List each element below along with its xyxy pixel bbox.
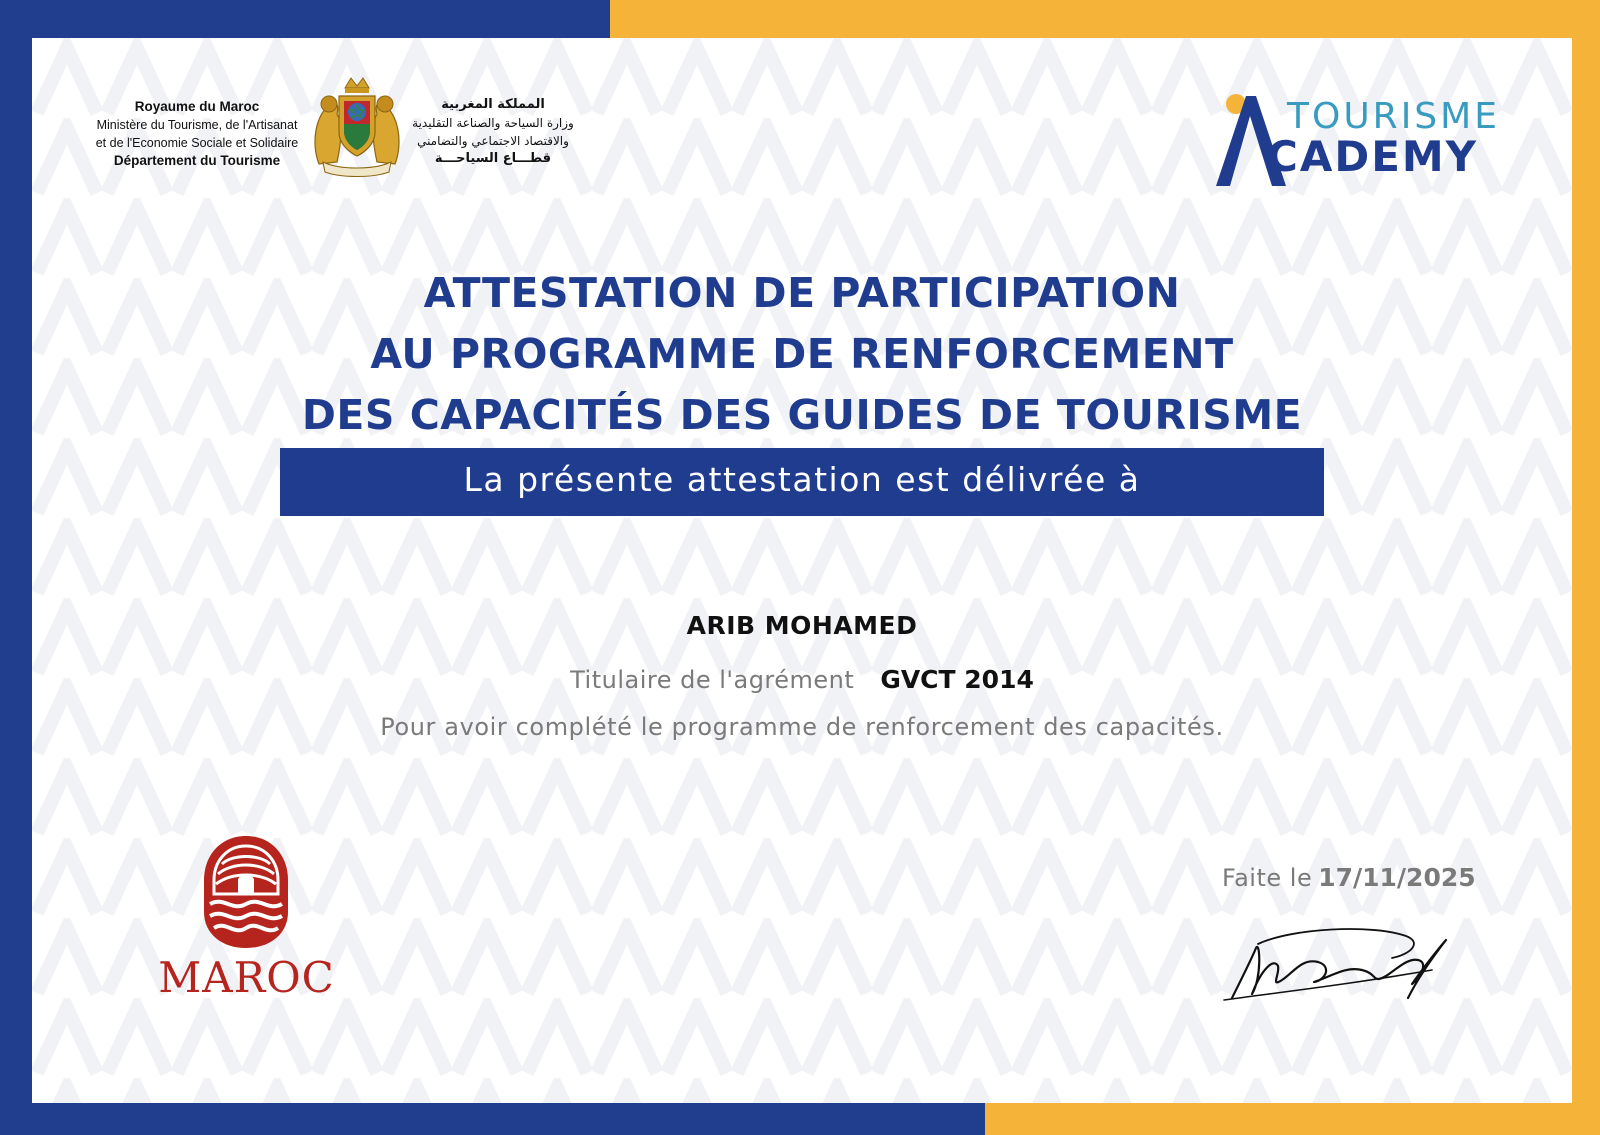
signature-icon: [1222, 918, 1462, 1008]
title-line-3: DES CAPACITÉS DES GUIDES DE TOURISME: [301, 391, 1303, 439]
title-line-2: AU PROGRAMME DE RENFORCEMENT: [370, 330, 1234, 378]
ministry-french-block: [82, 98, 312, 170]
certificate-paper: [32, 38, 1572, 1103]
title-line-1: ATTESTATION DE PARTICIPATION: [423, 269, 1181, 317]
ministry-fr-line1: Royaume du Maroc: [134, 99, 260, 114]
recipient-name: ARIB MOHAMED: [686, 611, 918, 640]
ministry-ar-line3: والاقتصاد الاجتماعي والتضامني: [417, 134, 569, 148]
license-value: GVCT 2014: [880, 665, 1034, 694]
logo-word-tourisme: TOURISME: [1287, 96, 1500, 137]
completion-statement: Pour avoir complété le programme de renforcement des capacités.: [380, 713, 1224, 741]
ministry-ar-line4: قطـــاع السياحـــة: [434, 151, 552, 166]
certificate-title: [32, 263, 1572, 446]
yellow-border-right: [1572, 0, 1600, 1135]
maroc-emblem-icon: [200, 834, 292, 950]
ministry-fr-line3: et de l'Economie Sociale et Solidaire: [95, 136, 299, 150]
yellow-border-top: [610, 0, 1600, 40]
logo-word-academy: CADEMY: [1267, 132, 1479, 181]
maroc-brand-text: MAROC: [158, 953, 335, 1002]
ministry-fr-line4: Département du Tourisme: [113, 153, 281, 168]
ministry-fr-line2: Ministère du Tourisme, de l'Artisanat: [96, 118, 298, 132]
yellow-border-bottom: [985, 1100, 1600, 1135]
delivery-banner: La présente attestation est délivrée à: [280, 448, 1324, 516]
ministry-ar-line1: المملكة المغربية: [441, 97, 545, 112]
ministry-ar-line2: وزارة السياحة والصناعة التقليدية: [412, 116, 574, 130]
issue-date-row: [1222, 863, 1476, 892]
date-value: 17/11/2025: [1318, 863, 1476, 892]
coat-of-arms-icon: [309, 74, 405, 178]
ministry-arabic-block: [408, 96, 578, 168]
license-label: Titulaire de l'agrément: [570, 666, 855, 694]
license-row: [32, 665, 1572, 694]
date-label: Faite le: [1222, 864, 1313, 892]
